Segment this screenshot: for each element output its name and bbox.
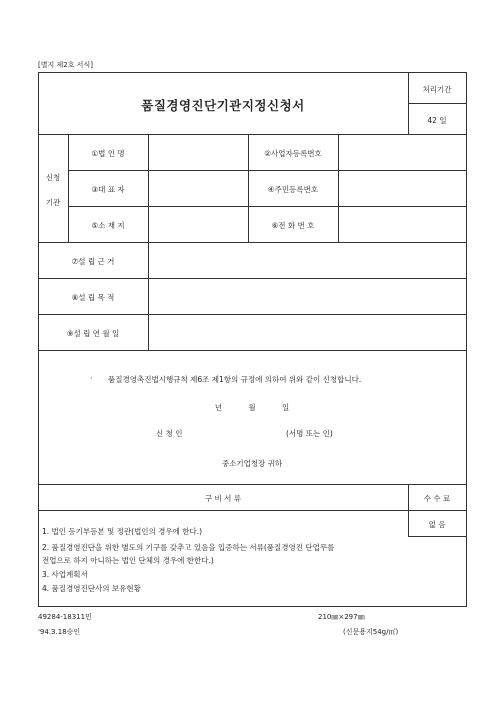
establishment-basis-field[interactable]	[149, 243, 465, 277]
document-item: 1. 법인 등기부등본 및 정관(법인의 경우에 한다.)	[42, 527, 203, 536]
address-field[interactable]	[149, 207, 247, 241]
processing-period-label: 처리기간	[422, 85, 452, 94]
approval-date: '94.3.18승인	[38, 628, 81, 636]
declaration-statement: 품질경영촉진법시행규칙 제6조 제1항의 규정에 의하여 위와 같이 신청합니다.	[108, 375, 362, 384]
paper-type: (신문용지54g/㎡)	[343, 628, 399, 636]
phone-label: ⑥전 화 번 호	[271, 221, 315, 230]
paper-size: 210㎜×297㎜	[318, 613, 365, 621]
document-item: 2. 품질경영진단을 위한 별도의 기구를 갖추고 있음을 입증하는 서류(품질경영진 단업무를	[42, 543, 335, 552]
resident-reg-no-field[interactable]	[339, 171, 465, 205]
applicant-name-field[interactable]	[190, 424, 280, 440]
documents-header: 구 비 서 류	[204, 494, 242, 503]
page-title: 품질경영진단기관지정신청서	[141, 98, 305, 113]
declaration-mark: ·	[90, 374, 93, 383]
form-label: [별지 제2호 서식]	[38, 61, 93, 69]
business-reg-no-label: ②사업자등록번호	[264, 149, 322, 158]
representative-label: ③대 표 자	[91, 185, 125, 194]
document-item: 3. 사업계획서	[42, 570, 88, 579]
establishment-basis-label: ⑦설 립 근 거	[71, 257, 115, 266]
applicant-label-line1: 신청	[45, 173, 61, 182]
establishment-purpose-field[interactable]	[149, 279, 465, 313]
signature-note: (서명 또는 인)	[286, 429, 333, 438]
establishment-purpose-label: ⑧설 립 목 적	[71, 293, 115, 302]
corp-name-label: ①법 인 명	[91, 149, 125, 158]
declaration-date-line: 년 월 일	[214, 403, 290, 412]
document-item: 4. 품질경영진단사의 보유현황	[42, 584, 141, 593]
phone-field[interactable]	[339, 207, 465, 241]
applicant-signature-label: 신 청 인	[156, 429, 183, 438]
recipient: 중소기업청장 귀하	[221, 459, 283, 468]
fee-header: 수 수 료	[423, 494, 451, 503]
applicant-label-line2: 기관	[45, 198, 61, 207]
representative-field[interactable]	[149, 171, 247, 205]
business-reg-no-field[interactable]	[339, 135, 465, 169]
resident-reg-no-label: ④주민등록번호	[267, 185, 319, 194]
fee-value: 없 음	[428, 520, 446, 529]
document-item: 전업으로 하지 아니하는 법인 단체의 경우에 한한다.)	[42, 556, 214, 565]
establishment-date-field[interactable]	[149, 315, 465, 349]
establishment-date-label: ⑨설 립 연 월 일	[66, 329, 120, 338]
form-code: 49284-18311민	[38, 613, 92, 621]
address-label: ⑤소 재 지	[91, 221, 125, 230]
corp-name-field[interactable]	[149, 135, 247, 169]
processing-period-value: 42 일	[427, 116, 447, 125]
